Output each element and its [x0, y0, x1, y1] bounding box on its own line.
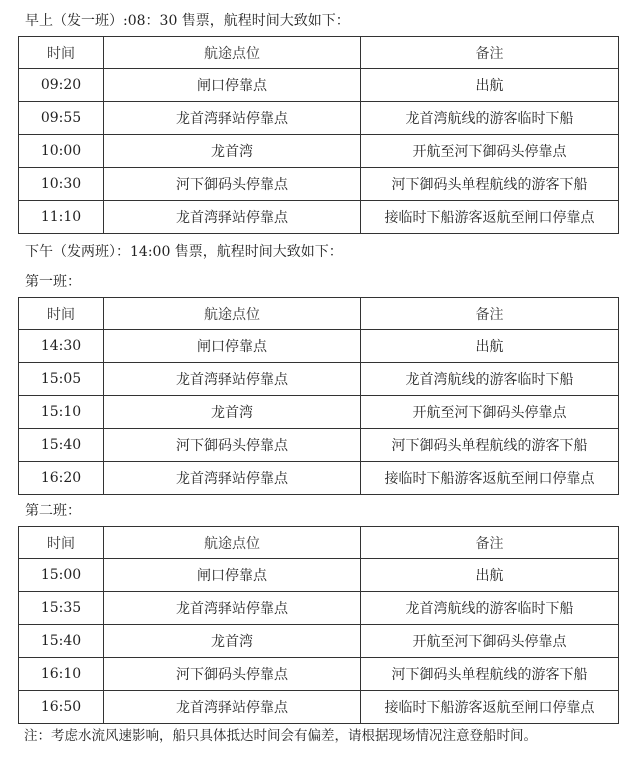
note-cell: 出航: [361, 559, 619, 592]
location-header: 航途点位: [104, 527, 361, 559]
note-cell: 河下御码头单程航线的游客下船: [361, 658, 619, 691]
table-row: [19, 559, 619, 592]
time-cell: 15:40: [19, 429, 104, 462]
location-cell: 龙首湾驿站停靠点: [104, 102, 361, 135]
note-cell: 接临时下船游客返航至闸口停靠点: [361, 462, 619, 495]
location-cell: 龙首湾驿站停靠点: [104, 201, 361, 234]
table-row: [19, 102, 619, 135]
note-cell: 河下御码头单程航线的游客下船: [361, 429, 619, 462]
table-row: [19, 691, 619, 724]
time-cell: 15:05: [19, 363, 104, 396]
time-cell: 16:10: [19, 658, 104, 691]
table-row: [19, 658, 619, 691]
note-cell: 出航: [361, 330, 619, 363]
time-header: 时间: [19, 298, 104, 330]
table-row: [19, 330, 619, 363]
table-header-row: [19, 298, 619, 330]
shift2-schedule-table: [18, 526, 619, 724]
shift1-heading: 第一班：: [25, 274, 81, 290]
location-cell: 闸口停靠点: [104, 559, 361, 592]
morning-schedule-table: [18, 36, 619, 234]
note-cell: 龙首湾航线的游客临时下船: [361, 102, 619, 135]
time-cell: 16:20: [19, 462, 104, 495]
table-row: [19, 592, 619, 625]
location-cell: 龙首湾驿站停靠点: [104, 363, 361, 396]
table-row: [19, 429, 619, 462]
time-cell: 15:10: [19, 396, 104, 429]
note-header: 备注: [361, 527, 619, 559]
location-cell: 闸口停靠点: [104, 330, 361, 363]
location-cell: 龙首湾驿站停靠点: [104, 462, 361, 495]
note-header: 备注: [361, 37, 619, 69]
time-cell: 11:10: [19, 201, 104, 234]
time-cell: 15:00: [19, 559, 104, 592]
location-cell: 河下御码头停靠点: [104, 168, 361, 201]
time-cell: 15:40: [19, 625, 104, 658]
note-cell: 龙首湾航线的游客临时下船: [361, 363, 619, 396]
time-cell: 10:00: [19, 135, 104, 168]
time-header: 时间: [19, 527, 104, 559]
time-cell: 09:55: [19, 102, 104, 135]
location-cell: 闸口停靠点: [104, 69, 361, 102]
note-cell: 接临时下船游客返航至闸口停靠点: [361, 201, 619, 234]
location-cell: 龙首湾驿站停靠点: [104, 691, 361, 724]
table-row: [19, 69, 619, 102]
note-cell: 出航: [361, 69, 619, 102]
note-cell: 开航至河下御码头停靠点: [361, 135, 619, 168]
location-header: 航途点位: [104, 298, 361, 330]
time-cell: 09:20: [19, 69, 104, 102]
time-cell: 15:35: [19, 592, 104, 625]
table-row: [19, 363, 619, 396]
time-cell: 10:30: [19, 168, 104, 201]
time-cell: 16:50: [19, 691, 104, 724]
note-cell: 开航至河下御码头停靠点: [361, 396, 619, 429]
location-cell: 龙首湾驿站停靠点: [104, 592, 361, 625]
location-cell: 龙首湾: [104, 135, 361, 168]
footnote: 注：考虑水流风速影响，船只具体抵达时间会有偏差，请根据现场情况注意登船时间。: [24, 728, 537, 744]
location-cell: 河下御码头停靠点: [104, 429, 361, 462]
location-cell: 龙首湾: [104, 396, 361, 429]
note-cell: 河下御码头单程航线的游客下船: [361, 168, 619, 201]
time-cell: 14:30: [19, 330, 104, 363]
location-cell: 龙首湾: [104, 625, 361, 658]
afternoon-heading: 下午（发两班）：14:00 售票，航程时间大致如下：: [25, 244, 343, 260]
time-header: 时间: [19, 37, 104, 69]
table-header-row: [19, 527, 619, 559]
table-row: [19, 625, 619, 658]
shift2-heading: 第二班：: [25, 503, 81, 519]
table-row: [19, 135, 619, 168]
morning-heading: 早上（发一班）:08：30 售票，航程时间大致如下：: [25, 13, 350, 29]
table-row: [19, 396, 619, 429]
location-header: 航途点位: [104, 37, 361, 69]
location-cell: 河下御码头停靠点: [104, 658, 361, 691]
note-cell: 龙首湾航线的游客临时下船: [361, 592, 619, 625]
table-row: [19, 462, 619, 495]
note-cell: 接临时下船游客返航至闸口停靠点: [361, 691, 619, 724]
note-header: 备注: [361, 298, 619, 330]
table-row: [19, 168, 619, 201]
table-row: [19, 201, 619, 234]
table-header-row: [19, 37, 619, 69]
note-cell: 开航至河下御码头停靠点: [361, 625, 619, 658]
shift1-schedule-table: [18, 297, 619, 495]
